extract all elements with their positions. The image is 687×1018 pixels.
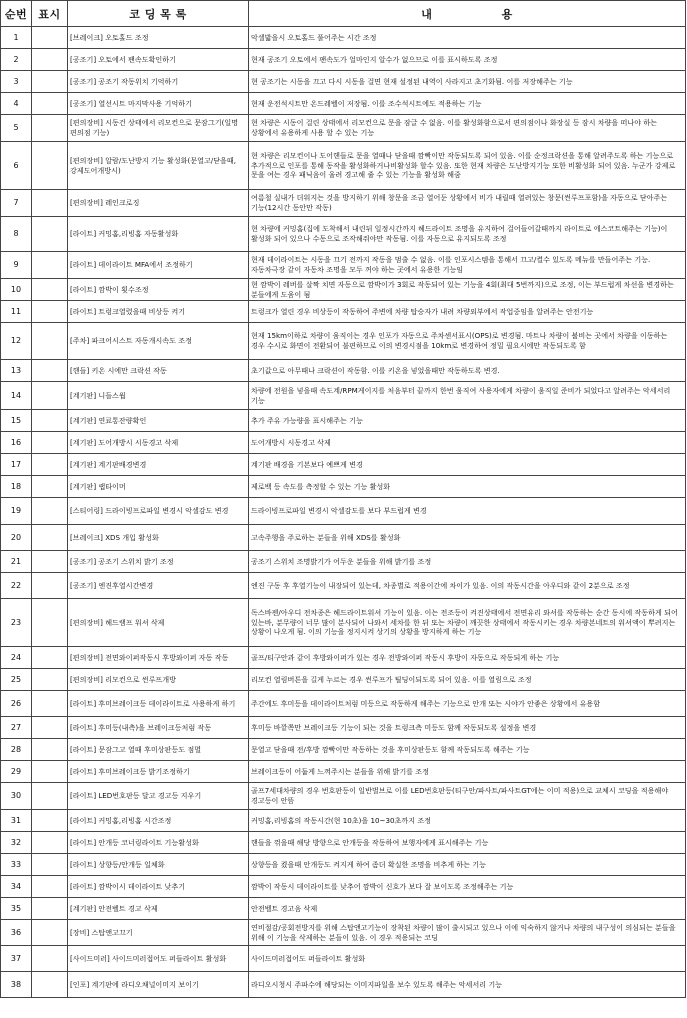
row-num: 11	[1, 301, 32, 323]
row-mark	[32, 93, 68, 115]
row-desc: 현 차량은 리모컨이나 도어핸들로 문을 열때나 닫을때 깜빡이만 작동되도록 되어 있음. 이를 순정크락션을 통해 알려주도록 하는 기능으로 추가적으로 인포를 통해 동작을 활성화하거나비활성화 할수 있음. 또한 현재 차량은 도난방지기능 또한 비활성화 되어 있음. 누군가 강제로 문을 여는 경우 패닉음이 울려 경고해 줄 수 있는 기능을 활성화 해줌	[249, 142, 686, 190]
row-num: 12	[1, 323, 32, 360]
header-desc: 내 용	[249, 1, 686, 27]
row-code: [인포] 계기판에 라디오채널이미지 보이기	[68, 972, 249, 998]
table-row	[1, 71, 686, 93]
row-code: [라이트] LED번호판등 달고 경고등 지우기	[68, 783, 249, 810]
row-code: [계기판] 계기판배경변경	[68, 454, 249, 476]
row-mark	[32, 252, 68, 279]
row-num: 29	[1, 761, 32, 783]
table-header-row	[1, 1, 686, 27]
table-row	[1, 946, 686, 972]
row-num: 8	[1, 217, 32, 252]
row-num: 25	[1, 669, 32, 691]
row-num: 7	[1, 190, 32, 217]
table-row	[1, 761, 686, 783]
table-row	[1, 920, 686, 946]
row-code: [라이트] 트렁크열렸을때 비상등 켜기	[68, 301, 249, 323]
table-row	[1, 432, 686, 454]
row-code: [장비] 스탑앤고끄기	[68, 920, 249, 946]
row-num: 19	[1, 498, 32, 525]
table-row	[1, 217, 686, 252]
row-mark	[32, 876, 68, 898]
row-num: 22	[1, 573, 32, 599]
row-num: 23	[1, 599, 32, 647]
row-mark	[32, 832, 68, 854]
row-code: [공조기] 엔진후열시간변경	[68, 573, 249, 599]
row-code: [라이트] 문잠그고 열때 후미상판등도 점멸	[68, 739, 249, 761]
row-num: 21	[1, 551, 32, 573]
row-num: 20	[1, 525, 32, 551]
row-num: 31	[1, 810, 32, 832]
row-mark	[32, 71, 68, 93]
row-desc: 초기값으로 아무때나 크락션이 작동함. 이를 키온을 넣었을때만 작동하도록 변경.	[249, 360, 686, 382]
row-mark	[32, 432, 68, 454]
table-row	[1, 454, 686, 476]
table-row	[1, 498, 686, 525]
row-desc: 고속주행을 주로하는 분들을 위해 XDS를 활성화	[249, 525, 686, 551]
row-desc: 현 공조기는 시동을 끄고 다시 시동을 걸면 현재 설정된 내역이 사라지고 초기화됨. 이를 저장해주는 기능	[249, 71, 686, 93]
row-desc: 엔진 구동 후 후열기능이 내장되어 있는데, 차종별로 적용이간에 차이가 있음. 이의 작동시간을 아우디와 같이 2분으로 조정	[249, 573, 686, 599]
table-row	[1, 669, 686, 691]
table-row	[1, 252, 686, 279]
row-code: [스티어링] 드라이빙프로파일 변경시 악셀감도 변경	[68, 498, 249, 525]
row-code: [라이트] 깜박이 횟수조정	[68, 279, 249, 301]
row-mark	[32, 898, 68, 920]
row-desc: 안전벨트 경고음 삭제	[249, 898, 686, 920]
header-num: 순번	[1, 1, 32, 27]
row-num: 17	[1, 454, 32, 476]
row-num: 34	[1, 876, 32, 898]
row-desc: 골프/티구안과 같이 후방와이퍼가 있는 경우 전방와이퍼 작동시 후방이 자동으로 작동되게 하는 기능	[249, 647, 686, 669]
table-row	[1, 476, 686, 498]
row-num: 13	[1, 360, 32, 382]
row-desc: 악셀밟을시 오토홀드 풀어주는 시간 조정	[249, 27, 686, 49]
row-code: [라이트] 커밍홈,리빙홈 시간조정	[68, 810, 249, 832]
row-code: [라이트] 후미브레이크등 밝기조정하기	[68, 761, 249, 783]
table-row	[1, 190, 686, 217]
row-code: [계기판] 니들스윕	[68, 382, 249, 410]
row-desc: 현 차량은 시동이 걸린 상태에서 리모컨으로 문을 잠글 수 없음. 이를 활성화함으로서 편의점이나 화장실 등 잠시 차량을 떠나야 하는 상황에서 유용하게 사용 할 수 있는 기능	[249, 115, 686, 142]
row-mark	[32, 382, 68, 410]
row-num: 18	[1, 476, 32, 498]
row-num: 36	[1, 920, 32, 946]
row-desc: 골프7세대차량의 경우 번호판등이 일반벌브로 이를 LED번호판등(티구안/파사트/파사트GT에는 이미 적용)으로 교체시 코딩을 적용해야 경고등이 안뜸	[249, 783, 686, 810]
table-row	[1, 360, 686, 382]
row-mark	[32, 476, 68, 498]
row-num: 14	[1, 382, 32, 410]
table-row	[1, 27, 686, 49]
row-num: 27	[1, 717, 32, 739]
row-mark	[32, 454, 68, 476]
row-num: 38	[1, 972, 32, 998]
row-num: 28	[1, 739, 32, 761]
table-row	[1, 142, 686, 190]
row-code: [계기판] 안전벨트 경고 삭제	[68, 898, 249, 920]
row-desc: 현재 공조기 오토에서 팬속도가 얼마인지 알수가 없으므로 이를 표시하도록 조정	[249, 49, 686, 71]
row-mark	[32, 810, 68, 832]
table-row	[1, 279, 686, 301]
table-row	[1, 115, 686, 142]
row-code: [라이트] 상향등/안개등 일체화	[68, 854, 249, 876]
row-num: 24	[1, 647, 32, 669]
table-row	[1, 783, 686, 810]
row-code: [편의장비] 시동건 상태에서 리모컨으로 문잠그기(일명 편의점 기능)	[68, 115, 249, 142]
table-row	[1, 301, 686, 323]
table-row	[1, 647, 686, 669]
row-code: [공조기] 열선시트 마지막사용 기억하기	[68, 93, 249, 115]
table-row	[1, 93, 686, 115]
row-num: 37	[1, 946, 32, 972]
row-mark	[32, 599, 68, 647]
table-row	[1, 854, 686, 876]
row-desc: 라디오시청시 주파수에 해당되는 이미지파일을 보수 있도록 해주는 악세서리 기능	[249, 972, 686, 998]
row-code: [주차] 파크어시스트 자동개시속도 조정	[68, 323, 249, 360]
row-num: 1	[1, 27, 32, 49]
row-mark	[32, 190, 68, 217]
row-code: [공조기] 공조기 스위치 밝기 조정	[68, 551, 249, 573]
row-desc: 차량에 전원을 넣을때 속도계/RPM게이지를 처음부터 끝까지 한번 움직여 사용자에게 차량이 움직일 준비가 되었다고 알려주는 악세서리 기능	[249, 382, 686, 410]
row-mark	[32, 691, 68, 717]
header-mark: 표시	[32, 1, 68, 27]
row-mark	[32, 669, 68, 691]
row-code: [사이드미러] 사이드미러접어도 퍼들라이트 활성화	[68, 946, 249, 972]
row-mark	[32, 717, 68, 739]
row-mark	[32, 217, 68, 252]
row-mark	[32, 410, 68, 432]
row-num: 5	[1, 115, 32, 142]
row-code: [계기판] 도어개방시 시동경고 삭제	[68, 432, 249, 454]
table-row	[1, 810, 686, 832]
table-row	[1, 691, 686, 717]
row-desc: 깜박이 작동시 데이라이트를 낮추어 깜박이 신호가 보다 잘 보이도록 조정해주는 기능	[249, 876, 686, 898]
row-desc: 사이드미러접어도 퍼들라이트 활성화	[249, 946, 686, 972]
row-mark	[32, 739, 68, 761]
row-code: [라이트] 후미등(내측)을 브레이크등처럼 작동	[68, 717, 249, 739]
row-mark	[32, 972, 68, 998]
row-desc: 여름철 실내가 더워지는 것을 방지하기 위해 창문을 조금 열어둔 상황에서 비가 내릴때 열려있는 창문(썬루프포함)을 자동으로 닫아주는 기능(12시간 동안만 작동)	[249, 190, 686, 217]
row-desc: 핸들을 꺾을때 해당 방향으로 안개등을 작동하여 보행자에게 표시해주는 기능	[249, 832, 686, 854]
row-mark	[32, 49, 68, 71]
row-desc: 현재 데이라이트는 시동을 끄기 전까지 작동을 멈출 수 없음. 이를 인포시스템을 통해서 끄고/켤수 있도록 메뉴를 만들어주는 기능. 자동차극장 같이 자동차 조명을 모두 꺼야 하는 곳에서 유용한 기능임	[249, 252, 686, 279]
row-mark	[32, 360, 68, 382]
row-code: [라이트] 안개등 코너링라이트 기능활성화	[68, 832, 249, 854]
row-code: [브레이크] XDS 개입 활성화	[68, 525, 249, 551]
row-desc: 현 차량에 커밍홈(집에 도착해서 내린뒤 일정시간까지 헤드라이트 조명을 유지하여 걸어들어갈때까지 라이트로 에스코트해주는 기능)이 활성화 되어 있으나 수동으로 조작해줘야만 작동됨. 이를 자동으로 유지되도록 조정	[249, 217, 686, 252]
row-code: [계기판] 연료통잔량확인	[68, 410, 249, 432]
row-code: [라이트] 후미브레이크등 데이라이트로 사용하게 하기	[68, 691, 249, 717]
row-mark	[32, 525, 68, 551]
row-code: [라이트] 깜박이시 데이라이트 낮추기	[68, 876, 249, 898]
row-desc: 커밍홈,리빙홈의 작동시간(현 10초)을 10~30초까지 조정	[249, 810, 686, 832]
row-desc: 현재 15km이하로 차량이 움직이는 경우 인포가 자동으로 주차센서표시(OPS)로 변경됨. 마트나 차량이 붐비는 곳에서 차량을 이동하는 경우 수시로 화면이 전환되어 불편하므로 이의 변경시점을 10km로 변경하여 정밀 필요시에만 작동되도록 함	[249, 323, 686, 360]
row-num: 30	[1, 783, 32, 810]
row-mark	[32, 761, 68, 783]
row-num: 32	[1, 832, 32, 854]
table-row	[1, 832, 686, 854]
row-mark	[32, 301, 68, 323]
table-row	[1, 323, 686, 360]
header-code: 코 딩 목 록	[68, 1, 249, 27]
row-code: [라이트] 데이라이트 MFA에서 조정하기	[68, 252, 249, 279]
table-row	[1, 410, 686, 432]
table-row	[1, 49, 686, 71]
table-row	[1, 573, 686, 599]
row-num: 35	[1, 898, 32, 920]
row-num: 6	[1, 142, 32, 190]
row-mark	[32, 142, 68, 190]
row-mark	[32, 279, 68, 301]
row-desc: 제로백 등 속도를 측정할 수 있는 기능 활성화	[249, 476, 686, 498]
row-desc: 문열고 닫을때 전/후방 깜빡이만 작동하는 것을 후미상판등도 함께 작동되도록 해주는 기능	[249, 739, 686, 761]
row-num: 10	[1, 279, 32, 301]
row-mark	[32, 854, 68, 876]
row-mark	[32, 573, 68, 599]
row-num: 16	[1, 432, 32, 454]
row-desc: 현 깜박이 레버를 살짝 치면 자동으로 깜박이가 3회로 작동되어 있는 기능을 4회(최대 5번까지)으로 조정, 이는 부드럽게 차선을 변경하는 분들에게 도움이 됨	[249, 279, 686, 301]
row-desc: 공조기 스위치 조명밝기가 어두운 분들을 위해 밝기를 조정	[249, 551, 686, 573]
row-code: [편의장비] 알람/도난방지 기능 활성화(문열고/닫을때, 강제도어개방시)	[68, 142, 249, 190]
row-desc: 연비절감/공회전방지를 위해 스탑앤고기능이 장착된 차량이 많이 출시되고 있으나 이에 익숙하지 않거나 차량의 내구성이 의심되는 분들을 위해 이 기능을 삭제하는 분들이 있음. 이 경우 적용되는 코딩	[249, 920, 686, 946]
row-mark	[32, 783, 68, 810]
row-num: 2	[1, 49, 32, 71]
row-desc: 계기판 배경을 기본보다 예쁘게 변경	[249, 454, 686, 476]
row-code: [라이트] 커밍홈,리빙홈 자동활성화	[68, 217, 249, 252]
row-desc: 리모컨 열림버튼을 길게 누르는 경우 썬루프가 틸딩이되도록 되어 있음. 이를 열림으로 조정	[249, 669, 686, 691]
table-row	[1, 525, 686, 551]
table-row	[1, 876, 686, 898]
row-mark	[32, 946, 68, 972]
row-mark	[32, 323, 68, 360]
row-num: 9	[1, 252, 32, 279]
table-row	[1, 599, 686, 647]
row-code: [편의장비] 리모컨으로 썬루프개방	[68, 669, 249, 691]
row-num: 15	[1, 410, 32, 432]
table-row	[1, 739, 686, 761]
row-desc: 추가 주유 가능량을 표시해주는 기능	[249, 410, 686, 432]
row-num: 33	[1, 854, 32, 876]
row-code: [공조기] 오토에서 팬속도확인하기	[68, 49, 249, 71]
row-desc: 브레이크등이 어둡게 느껴주시는 분들을 위해 밝기를 조정	[249, 761, 686, 783]
row-desc: 상향등을 켰을때 안개등도 켜지게 하여 좀더 확실한 조명을 비추게 하는 기능	[249, 854, 686, 876]
table-row	[1, 972, 686, 998]
row-desc: 현재 운전석시트만 온드레벨이 저장됨. 이를 조수석시트에도 적용하는 기능	[249, 93, 686, 115]
row-desc: 트렁크가 열린 경우 비상등이 작동하여 주변에 차량 탑승자가 내려 차량외부에서 작업중임을 알려주는 안전기능	[249, 301, 686, 323]
row-mark	[32, 920, 68, 946]
row-desc: 도어개방시 시동경고 삭제	[249, 432, 686, 454]
row-code: [공조기] 공조기 작동위치 기억하기	[68, 71, 249, 93]
table-row	[1, 898, 686, 920]
row-code: [브레이크] 오토홀드 조정	[68, 27, 249, 49]
row-mark	[32, 551, 68, 573]
row-desc: 독스바젠/아우디 전차종은 헤드라이트워셔 기능이 있음. 이는 전조등이 켜진상태에서 전면유리 와셔를 작동하는 순간 동시에 작동하게 되어 있는바, 분무량이 너무 많이 분사되어 나와서 세차를 한 뒤 또는 차량이 깨끗한 상태에서 작동시키는 경우 차량본네트의 워셔액이 뿌려지는 상황이 나오게 됨. 이의 기능을 정지시켜 상기의 상황을 방지하게 하는 기능	[249, 599, 686, 647]
row-code: [핸들] 키온 시에만 크락션 작동	[68, 360, 249, 382]
row-desc: 후미등 바깥쪽만 브레이크등 기능이 되는 것을 트렁크측 미등도 함께 작동되도록 설정을 변경	[249, 717, 686, 739]
table-body	[1, 27, 686, 998]
table-row	[1, 717, 686, 739]
row-num: 4	[1, 93, 32, 115]
row-mark	[32, 115, 68, 142]
row-code: [계기판] 랩타이머	[68, 476, 249, 498]
row-num: 3	[1, 71, 32, 93]
table-row	[1, 382, 686, 410]
row-mark	[32, 498, 68, 525]
row-desc: 드라이빙프로파일 변경시 악셀감도를 보다 부드럽게 변경	[249, 498, 686, 525]
row-code: [편의장비] 헤드램프 워셔 삭제	[68, 599, 249, 647]
table-row	[1, 551, 686, 573]
row-code: [편의장비] 전면와이퍼작동시 후방와이퍼 자동 작동	[68, 647, 249, 669]
row-desc: 주간에도 후미등을 데이라이트처럼 미등으로 작동하게 해주는 기능으로 안개 또는 시야가 안좋은 상황에서 유용함	[249, 691, 686, 717]
row-mark	[32, 647, 68, 669]
row-mark	[32, 27, 68, 49]
row-code: [편의장비] 레인크로징	[68, 190, 249, 217]
row-num: 26	[1, 691, 32, 717]
